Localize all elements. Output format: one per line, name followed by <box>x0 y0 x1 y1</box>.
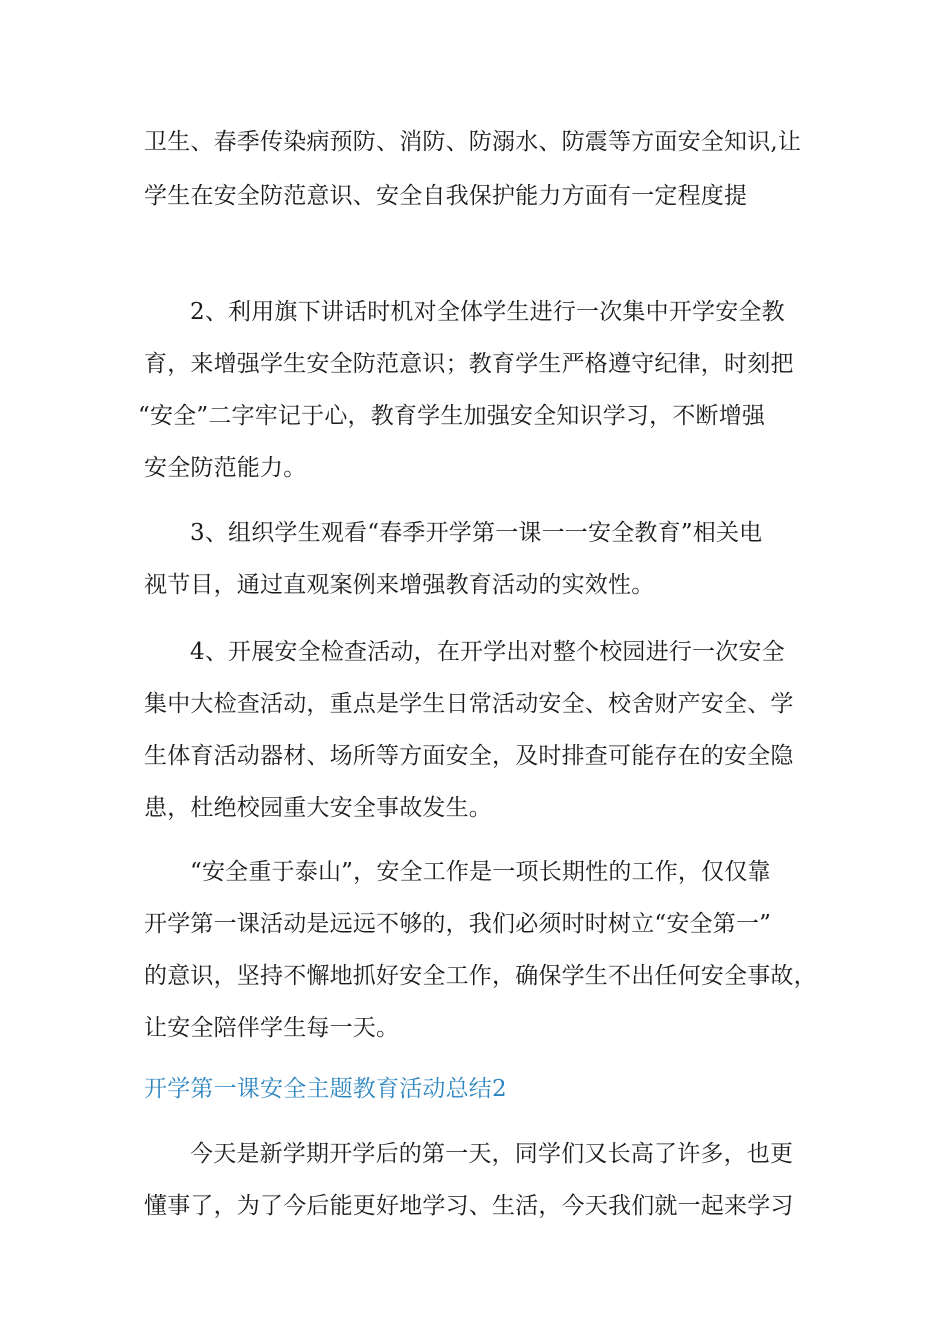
section-heading: 开学第一课安全主题教育活动总结2 <box>144 1076 507 1102</box>
paragraph-line: 学生在安全防范意识、安全自我保护能力方面有一定程度提 <box>144 183 748 209</box>
paragraph-line: 让安全陪伴学生每一天。 <box>144 1015 400 1041</box>
paragraph-line: “安全重于泰山”，安全工作是一项长期性的工作，仅仅靠 <box>190 859 771 885</box>
paragraph-line: 卫生、春季传染病预防、消防、防溺水、防震等方面安全知识,让 <box>144 129 802 155</box>
paragraph-line: “安全”二字牢记于心，教育学生加强安全知识学习，不断增强 <box>138 403 766 429</box>
paragraph-line: 开学第一课活动是远远不够的，我们必须时时树立“安全第一” <box>144 911 772 937</box>
paragraph-line: 视节目，通过直观案例来增强教育活动的实效性。 <box>144 572 655 598</box>
paragraph-line: 的意识，坚持不懈地抓好安全工作，确保学生不出任何安全事故， <box>144 963 817 989</box>
paragraph-line: 生体育活动器材、场所等方面安全，及时排查可能存在的安全隐 <box>144 743 794 769</box>
paragraph-line: 今天是新学期开学后的第一天，同学们又长高了许多，也更 <box>190 1141 794 1167</box>
paragraph-line: 育，来增强学生安全防范意识；教育学生严格遵守纪律，时刻把 <box>144 351 794 377</box>
paragraph-line: 集中大检查活动，重点是学生日常活动安全、校舍财产安全、学 <box>144 691 794 717</box>
paragraph-line: 4、开展安全检查活动，在开学出对整个校园进行一次安全 <box>190 639 785 665</box>
paragraph-line: 患，杜绝校园重大安全事故发生。 <box>144 795 492 821</box>
paragraph-line: 安全防范能力。 <box>144 455 307 481</box>
paragraph-line: 懂事了，为了今后能更好地学习、生活，今天我们就一起来学习 <box>144 1193 794 1219</box>
paragraph-line: 3、组织学生观看“春季开学第一课一一安全教育”相关电 <box>190 520 763 546</box>
paragraph-line: 2、利用旗下讲话时机对全体学生进行一次集中开学安全教 <box>190 299 785 325</box>
